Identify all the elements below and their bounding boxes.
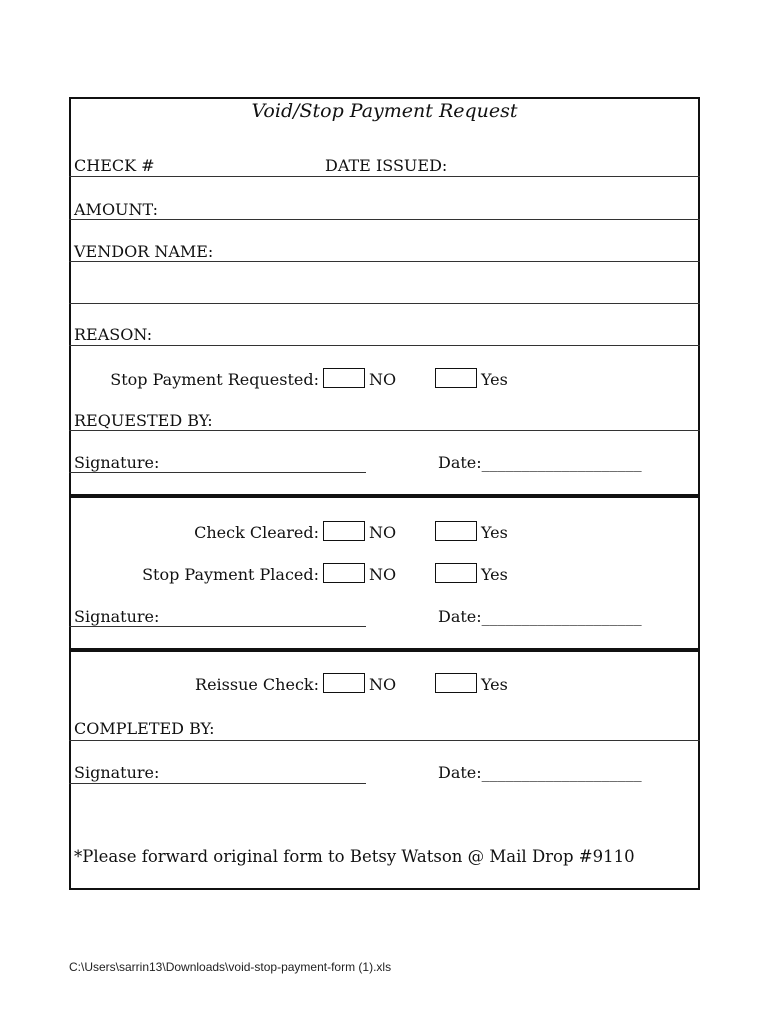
vendor-row-line: [69, 261, 700, 262]
no-label: NO: [369, 565, 397, 584]
yes-label: Yes: [481, 523, 508, 542]
stop-payment-requested-yes-checkbox[interactable]: [435, 368, 477, 388]
forwarding-note: *Please forward original form to Betsy Watson @ Mail Drop #9110: [74, 847, 635, 866]
yes-label: Yes: [481, 565, 508, 584]
yes-label: Yes: [481, 370, 508, 389]
check-number-label: CHECK #: [74, 156, 155, 175]
signature-label: Signature:: [74, 453, 160, 472]
reason-row-line: [69, 345, 700, 346]
void-stop-payment-form: [69, 97, 700, 890]
stop-payment-requested-no-checkbox[interactable]: [323, 368, 365, 388]
check-cleared-label: Check Cleared:: [194, 523, 319, 542]
stop-payment-placed-no-checkbox[interactable]: [323, 563, 365, 583]
file-path-footer: C:\Users\sarrin13\Downloads\void-stop-payment-form (1).xls: [69, 960, 392, 974]
amount-row-line: [69, 219, 700, 220]
signature-line: [69, 626, 366, 627]
amount-label: AMOUNT:: [74, 200, 159, 219]
date-field: Date:____________________: [438, 453, 642, 472]
no-label: NO: [369, 370, 397, 389]
requested-by-line: [69, 430, 700, 431]
signature-line: [69, 472, 366, 473]
reissue-check-yes-checkbox[interactable]: [435, 673, 477, 693]
date-field: Date:____________________: [438, 607, 642, 626]
completed-by-line: [69, 740, 700, 741]
form-title: Void/Stop Payment Request: [251, 100, 518, 122]
stop-payment-requested-label: Stop Payment Requested:: [110, 370, 319, 389]
date-field: Date:____________________: [438, 763, 642, 782]
signature-label: Signature:: [74, 607, 160, 626]
stop-payment-placed-label: Stop Payment Placed:: [142, 565, 319, 584]
signature-label: Signature:: [74, 763, 160, 782]
check-row-line: [69, 176, 700, 177]
no-label: NO: [369, 675, 397, 694]
reissue-check-label: Reissue Check:: [195, 675, 319, 694]
check-cleared-yes-checkbox[interactable]: [435, 521, 477, 541]
stop-payment-placed-yes-checkbox[interactable]: [435, 563, 477, 583]
vendor-name-label: VENDOR NAME:: [74, 242, 214, 261]
no-label: NO: [369, 523, 397, 542]
date-issued-label: DATE ISSUED:: [325, 156, 448, 175]
signature-line: [69, 783, 366, 784]
reissue-check-no-checkbox[interactable]: [323, 673, 365, 693]
vendor-extra-line: [69, 303, 700, 304]
yes-label: Yes: [481, 675, 508, 694]
completed-by-label: COMPLETED BY:: [74, 719, 215, 738]
reason-label: REASON:: [74, 325, 153, 344]
check-cleared-no-checkbox[interactable]: [323, 521, 365, 541]
requested-by-label: REQUESTED BY:: [74, 411, 213, 430]
